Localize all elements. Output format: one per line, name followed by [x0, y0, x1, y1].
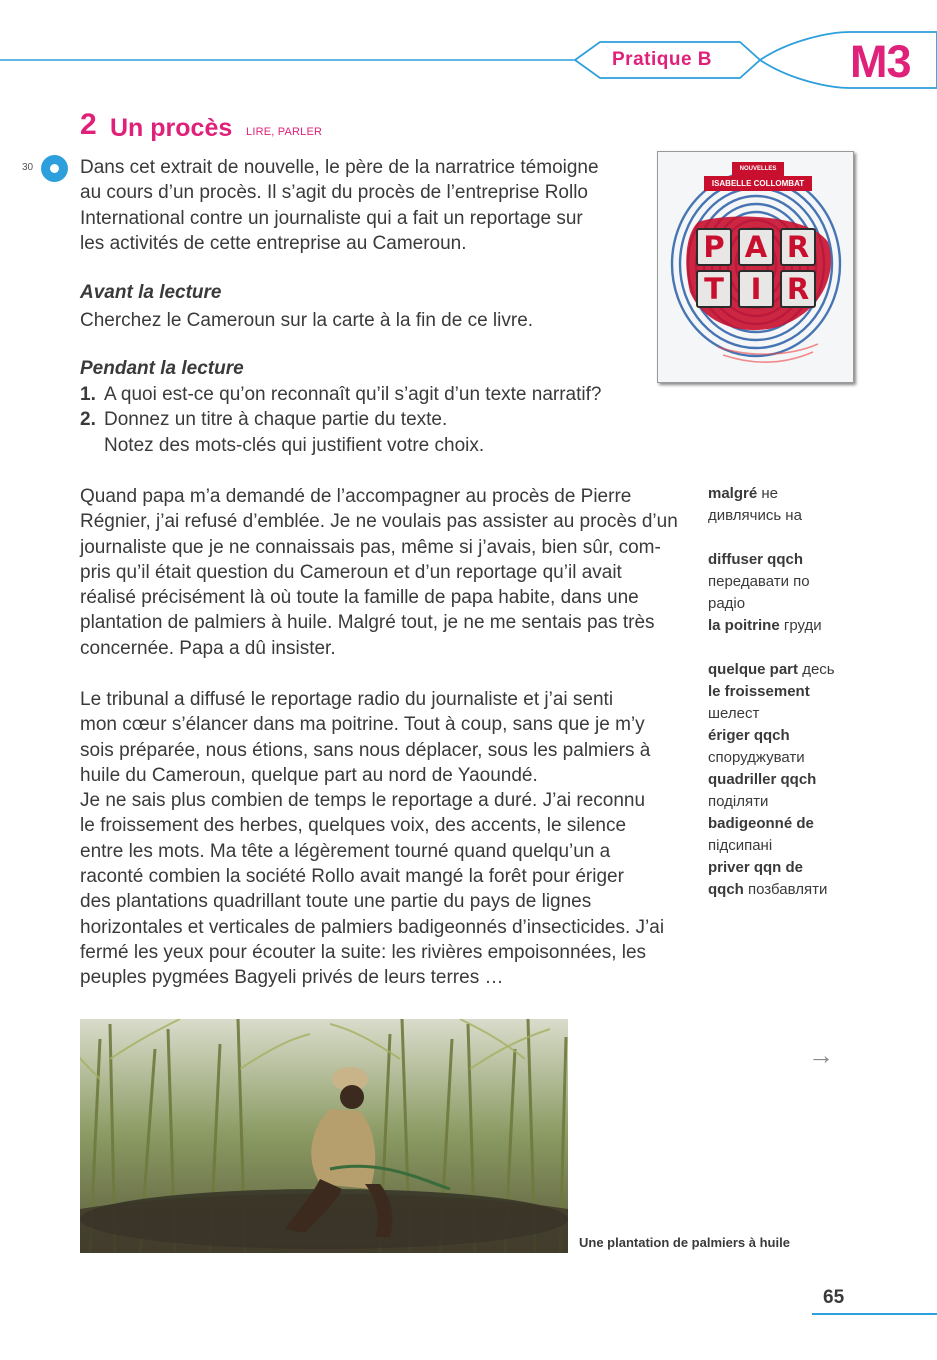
page-number: 65: [823, 1287, 845, 1308]
glossary-term: priver qqn de: [708, 859, 804, 876]
header-decoration: [0, 20, 937, 100]
story-line: mon cœur s’élancer dans ma poitrine. Tout à coup, sans que je m’y: [80, 714, 645, 736]
glossary-translation: підсипані: [708, 837, 773, 854]
story-line: le froissement des herbes, quelques voix, des accents, le silence: [80, 815, 627, 837]
glossary-translation: груди: [783, 617, 822, 634]
glossary-entry: [708, 725, 868, 747]
exercise-skills: LIRE, PARLER: [246, 126, 323, 138]
glossary: [708, 483, 868, 901]
glossary-entry: [708, 681, 868, 703]
story-line: plantation de palmiers à huile. Malgré tout, je ne me sentais pas très: [80, 612, 655, 634]
question-1: [80, 384, 601, 406]
story-line: pris qu’il était question du Cameroun et d’un reportage qu’il avait: [80, 561, 622, 583]
story-line: journaliste que je ne connaissais pas, même si j’avais, bien sûr, com-: [80, 536, 661, 558]
glossary-entry: [708, 769, 868, 791]
cover-title-letter: A: [738, 228, 774, 266]
glossary-entry: [708, 615, 868, 637]
glossary-entry: [708, 879, 868, 901]
story-line: Quand papa m’a demandé de l’accompagner au procès de Pierre: [80, 486, 632, 507]
glossary-term: badigeonné de: [708, 815, 814, 832]
plantation-photo: [80, 1019, 568, 1253]
glossary-entry: [708, 857, 868, 879]
story-line: réalisé précisément là où toute la famille de papa habite, dans une: [80, 587, 639, 609]
story-line: concernée. Papa a dû insister.: [80, 637, 336, 659]
cover-title-letter: I: [738, 270, 774, 308]
intro-line: les activités de cette entreprise au Cameroun.: [80, 232, 467, 254]
story-line: entre les mots. Ma tête a légèrement tourné quand quelqu’un a: [80, 840, 611, 862]
module-label: M3: [850, 36, 911, 87]
story-line: Régnier, j’ai refusé d’emblée. Je ne voulais pas assister au procès d’un: [80, 511, 678, 533]
exercise-intro: [80, 155, 640, 256]
glossary-translation: передавати по: [708, 573, 810, 590]
during-reading-heading: Pendant la lecture: [80, 358, 244, 379]
cover-title-letter: R: [780, 228, 816, 266]
glossary-term: ériger qqch: [708, 727, 790, 744]
glossary-translation: поділяти: [708, 793, 769, 810]
cover-title-letter: R: [780, 270, 816, 308]
story-line: Je ne sais plus combien de temps le reportage a duré. J’ai reconnu: [80, 790, 646, 812]
cover-series: NOUVELLES: [732, 162, 784, 176]
question-text: A quoi est-ce qu’on reconnaît qu’il s’agit d’un texte narratif?: [104, 384, 602, 405]
story-line: raconté combien la société Rollo avait mangé la forêt pour ériger: [80, 866, 624, 888]
question-number: 1.: [80, 384, 96, 405]
book-cover: [657, 151, 854, 383]
glossary-term: quelque part: [708, 661, 799, 678]
glossary-entry: [708, 549, 868, 571]
intro-line: International contre un journaliste qui a fait un reportage sur: [80, 207, 583, 229]
glossary-entry: [708, 813, 868, 835]
glossary-translation: дивлячись на: [708, 507, 802, 524]
story-line: fermé les yeux pour écouter la suite: les rivières empoisonnées, les: [80, 941, 647, 963]
question-2-continued: Notez des mots-clés qui justifient votre choix.: [104, 435, 485, 456]
story-line: horizontales et verticales de palmiers badigeonnés d’insecticides. J’ai: [80, 916, 665, 938]
question-2: [80, 409, 447, 431]
audio-track-number: 30: [22, 162, 34, 173]
story-line: huile du Cameroun, quelque part au nord de Yaoundé.: [80, 764, 538, 786]
intro-line: au cours d’un procès. Il s’agit du procès de l’entreprise Rollo: [80, 182, 588, 204]
glossary-term: quadriller qqch: [708, 771, 817, 788]
glossary-entry: [708, 483, 868, 505]
glossary-translation: радіо: [708, 595, 746, 612]
glossary-term: le froissement: [708, 683, 810, 700]
cover-author: ISABELLE COLLOMBAT: [704, 176, 812, 191]
continue-arrow-icon: →: [808, 1040, 834, 1070]
exercise-title: Un procès: [110, 114, 233, 142]
glossary-entry: [708, 659, 868, 681]
glossary-translation: десь: [802, 661, 835, 678]
before-reading-heading: Avant la lecture: [80, 282, 222, 303]
cover-title-letter: T: [696, 270, 732, 308]
exercise-number: 2: [80, 108, 97, 141]
glossary-translation: позбавляти: [748, 881, 828, 898]
section-label: Pratique B: [612, 49, 713, 70]
question-number: 2.: [80, 409, 96, 430]
glossary-term: qqch: [708, 881, 744, 898]
question-text: Donnez un titre à chaque partie du texte.: [104, 409, 448, 430]
page-number-rule: [812, 1313, 937, 1315]
story-paragraph-2: [80, 687, 680, 991]
glossary-translation: споруджувати: [708, 749, 805, 766]
story-line: peuples pygmées Bagyeli privés de leurs terres …: [80, 967, 504, 989]
glossary-translation: не: [761, 485, 779, 502]
glossary-term: la poitrine: [708, 617, 780, 634]
plantation-illustration: [80, 1019, 568, 1253]
glossary-translation: шелест: [708, 705, 760, 722]
intro-line: Dans cet extrait de nouvelle, le père de la narratrice témoigne: [80, 157, 599, 178]
story-line: des plantations quadrillant toute une partie du pays de lignes: [80, 891, 592, 913]
story-paragraph-1: [80, 484, 680, 661]
glossary-term: diffuser qqch: [708, 551, 804, 568]
audio-cd-icon[interactable]: [41, 155, 68, 182]
photo-caption: Une plantation de palmiers à huile: [579, 1235, 790, 1250]
cover-title-letter: P: [696, 228, 732, 266]
glossary-term: malgré: [708, 485, 758, 502]
story-line: sois préparée, nous étions, sans nous déplacer, sous les palmiers à: [80, 739, 651, 761]
story-line: Le tribunal a diffusé le reportage radio du journaliste et j’ai senti: [80, 689, 614, 710]
before-reading-instruction: Cherchez le Cameroun sur la carte à la fin de ce livre.: [80, 310, 534, 331]
